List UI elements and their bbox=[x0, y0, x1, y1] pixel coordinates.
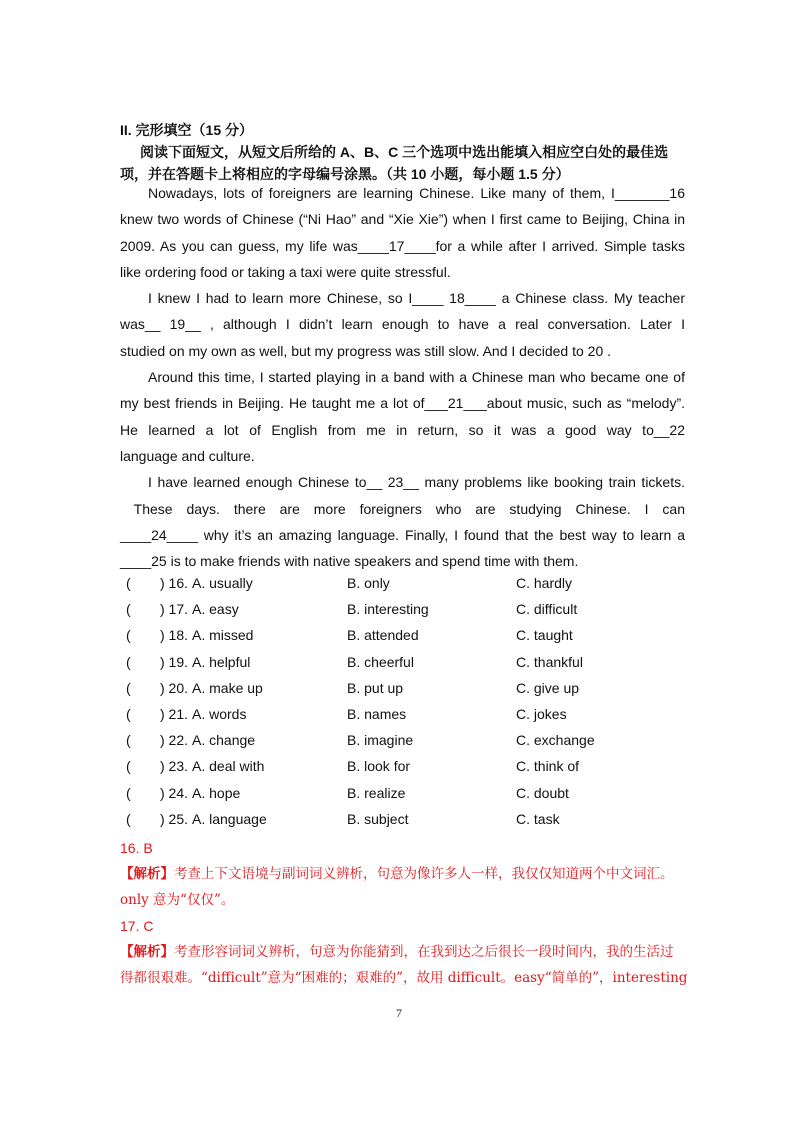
answer-paren: ( bbox=[126, 653, 131, 670]
explanation-17 bbox=[120, 939, 700, 991]
question-row-16 bbox=[120, 570, 700, 596]
option-a: A. helpful bbox=[192, 653, 251, 670]
question-number: ) 17. bbox=[160, 601, 189, 618]
explanation-text: only 意为“仅仅”。 bbox=[120, 892, 235, 908]
question-row-25 bbox=[120, 806, 700, 832]
question-number: ) 16. bbox=[160, 575, 189, 591]
answer-explanations bbox=[120, 835, 700, 991]
option-b: B. names bbox=[347, 705, 407, 722]
option-c: C. task bbox=[516, 810, 560, 827]
paragraph-2 bbox=[120, 285, 685, 364]
option-a: A. deal with bbox=[192, 758, 265, 775]
explanation-16 bbox=[120, 861, 700, 913]
question-number: ) 22. bbox=[160, 732, 189, 749]
answer-paren: ( bbox=[126, 575, 131, 591]
option-c: C. hardly bbox=[516, 575, 573, 591]
answer-paren: ( bbox=[126, 732, 131, 749]
passage-line: language and culture. bbox=[120, 447, 255, 464]
passage-line: like ordering food or taking a taxi were quite stressful. bbox=[120, 263, 451, 280]
answer-paren: ( bbox=[126, 758, 131, 775]
explanation-text: 得都很艰难。“difficult”意为“困难的；艰难的”，故用 difficult。easy“简单的”，interesting bbox=[120, 970, 688, 986]
explanation-tag: 【解析】 bbox=[120, 866, 174, 882]
option-b: B. imagine bbox=[347, 732, 414, 749]
question-row-21 bbox=[120, 701, 700, 727]
option-b: B. attended bbox=[347, 627, 419, 644]
explanation-text: 考查形容词词义辨析，句意为你能猜到，在我到达之后很长一段时间内，我的生活过 bbox=[174, 944, 674, 960]
answer-key-17: 17. C bbox=[120, 918, 154, 934]
passage-line: Around this time, I started playing in a band with a Chinese man who became one of bbox=[148, 369, 685, 386]
page-number: 7 bbox=[396, 1006, 402, 1020]
question-number: ) 23. bbox=[160, 758, 189, 775]
section-title: II. 完形填空（15 分） bbox=[120, 122, 254, 138]
answer-paren: ( bbox=[126, 810, 131, 827]
option-a: A. language bbox=[192, 810, 267, 827]
passage-line: These days. there are more foreigners who are studying Chinese. I can bbox=[120, 500, 685, 517]
question-row-17 bbox=[120, 596, 700, 622]
option-b: B. realize bbox=[347, 784, 406, 801]
question-number: ) 21. bbox=[160, 705, 189, 722]
option-c: C. exchange bbox=[516, 732, 595, 749]
question-options bbox=[120, 570, 700, 832]
passage-line: I have learned enough Chinese to__ 23__ many problems like booking train tickets. bbox=[148, 474, 685, 491]
explanation-tag: 【解析】 bbox=[120, 944, 174, 960]
question-number: ) 20. bbox=[160, 679, 189, 696]
option-a: A. change bbox=[192, 732, 256, 749]
answer-paren: ( bbox=[126, 784, 131, 801]
option-b: B. only bbox=[347, 575, 390, 591]
option-c: C. difficult bbox=[516, 601, 578, 618]
passage-line: He learned a lot of English from me in return, so it was a good way to__22 bbox=[120, 421, 685, 438]
option-a: A. make up bbox=[192, 679, 263, 696]
passage-line: Nowadays, lots of foreigners are learning Chinese. Like many of them, I_______16 bbox=[148, 185, 685, 201]
paragraph-1 bbox=[120, 180, 685, 285]
paragraph-4 bbox=[120, 469, 685, 574]
question-number: ) 25. bbox=[160, 810, 189, 827]
passage-line: 2009. As you can guess, my life was____17____for a while after I arrived. Simple tasks bbox=[120, 237, 685, 254]
instructions-line-2: 项，并在答题卡上将相应的字母编号涂黑。（共 10 小题，每小题 1.5 分） bbox=[120, 166, 570, 182]
option-b: B. subject bbox=[347, 810, 409, 827]
answer-key-16: 16. B bbox=[120, 840, 153, 856]
question-row-23 bbox=[120, 753, 700, 779]
passage-line: ____24____ why it’s an amazing language. Finally, I found that the best way to learn a bbox=[120, 526, 685, 543]
passage-line: I knew I had to learn more Chinese, so I____ 18____ a Chinese class. My teacher bbox=[148, 290, 685, 307]
option-c: C. thankful bbox=[516, 653, 583, 670]
option-a: A. hope bbox=[192, 784, 241, 801]
option-a: A. words bbox=[192, 705, 247, 722]
cloze-passage bbox=[120, 180, 685, 574]
question-row-18 bbox=[120, 622, 700, 648]
question-row-24 bbox=[120, 780, 700, 806]
question-row-20 bbox=[120, 675, 700, 701]
answer-paren: ( bbox=[126, 705, 131, 722]
explanation-text: 考查上下文语境与副词词义辨析，句意为像许多人一样，我仅仅知道两个中文词汇。 bbox=[174, 866, 674, 882]
answer-paren: ( bbox=[126, 679, 131, 696]
answer-paren: ( bbox=[126, 601, 131, 618]
option-c: C. jokes bbox=[516, 705, 567, 722]
option-b: B. interesting bbox=[347, 601, 429, 618]
option-a: A. missed bbox=[192, 627, 254, 644]
question-number: ) 19. bbox=[160, 653, 189, 670]
option-c: C. think of bbox=[516, 758, 580, 775]
option-a: A. easy bbox=[192, 601, 239, 618]
option-b: B. put up bbox=[347, 679, 404, 696]
question-row-22 bbox=[120, 727, 700, 753]
passage-line: my best friends in Beijing. He taught me a lot of___21___about music, such as “melody”. bbox=[120, 395, 685, 412]
question-number: ) 24. bbox=[160, 784, 189, 801]
passage-line: studied on my own as well, but my progress was still slow. And I decided to 20 . bbox=[120, 342, 612, 359]
option-c: C. give up bbox=[516, 679, 580, 696]
passage-line: ____25 is to make friends with native speakers and spend time with them. bbox=[120, 553, 579, 570]
question-number: ) 18. bbox=[160, 627, 189, 644]
passage-line: was__ 19__ , although I didn’t learn enough to have a real conversation. Later I bbox=[120, 316, 685, 333]
paragraph-3 bbox=[120, 364, 685, 469]
option-b: B. look for bbox=[347, 758, 411, 775]
option-a: A. usually bbox=[192, 575, 253, 591]
option-c: C. taught bbox=[516, 627, 573, 644]
instructions-line-1: 阅读下面短文，从短文后所给的 A、B、C 三个选项中选出能填入相应空白处的最佳选 bbox=[140, 144, 669, 160]
passage-line: knew two words of Chinese (“Ni Hao” and “Xie Xie”) when I first came to Beijing, China in bbox=[120, 211, 685, 228]
instructions bbox=[120, 141, 700, 185]
option-c: C. doubt bbox=[516, 784, 569, 801]
question-row-19 bbox=[120, 649, 700, 675]
answer-paren: ( bbox=[126, 627, 131, 644]
option-b: B. cheerful bbox=[347, 653, 414, 670]
